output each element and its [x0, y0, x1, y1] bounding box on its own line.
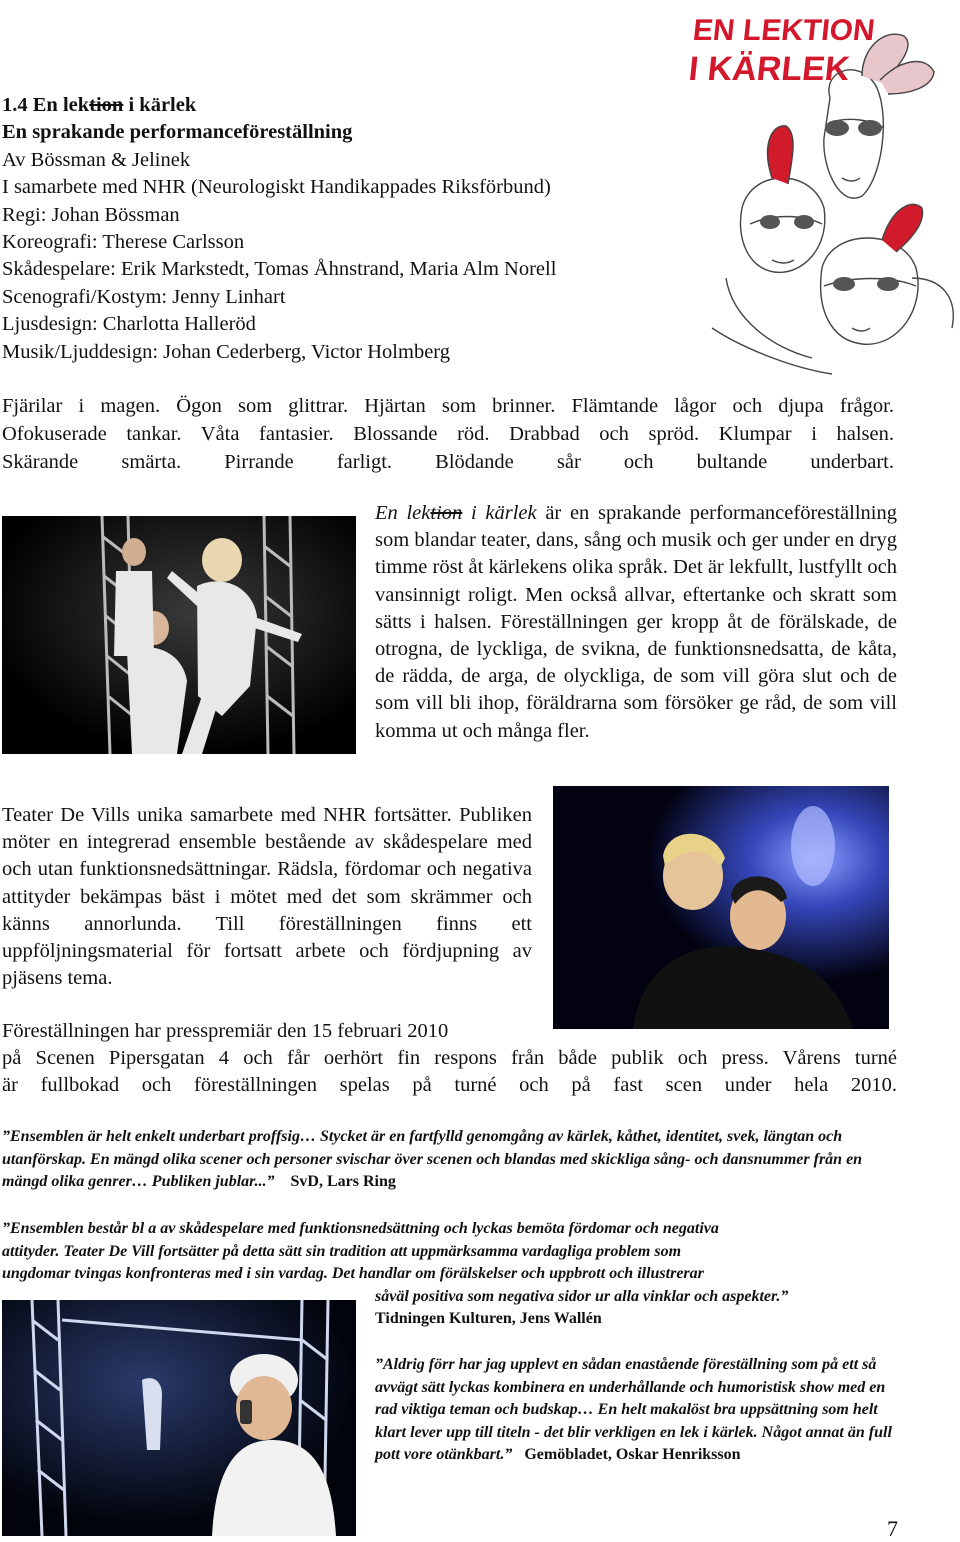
page-title: 1.4 En lektion i kärlek: [2, 94, 197, 116]
teaser-text: [2, 392, 894, 476]
teaser-line: Fjärilar i magen. Ögon som glittrar. Hjärtan som brinner. Flämtande lågor och djupa frågor.: [2, 395, 894, 417]
page-subtitle: En sprakande performanceföreställning: [2, 121, 353, 144]
credit-line: Ljusdesign: Charlotta Halleröd: [2, 313, 256, 336]
credit-line: I samarbete med NHR (Neurologiskt Handikappades Riksförbund): [2, 176, 551, 199]
credit-line: Av Bössman & Jelinek: [2, 148, 191, 171]
masks-illustration: [712, 28, 960, 380]
stage-photo-embrace: [553, 786, 889, 1029]
quote-source: SvD, Lars Ring: [290, 1173, 396, 1190]
description-text: är en sprakande performanceföreställning som blandar teater, dans, sång och musik och ger under en dryg timme röst åt kärlekens olika språk. Det är lekfullt, lustfyllt och vansinnigt roligt. Men också allvar, eftertanke och skratt som sätts i halsen. Föreställningen ger kropp åt de förälskade, de otrogna, de lyckliga, de svikna, de funktionsnedsatta, de kåta, de rädda, de arga, de olyckliga, de som vill göra slut och de som vill bli ihop, föräldrarna som försöker ge råd, de som vill komma ut och många fler.: [375, 502, 897, 742]
logo-line2: I KÄRLEK: [686, 50, 852, 88]
premiere-line: Föreställningen har presspremiär den 15 februari 2010: [2, 1020, 449, 1042]
production-header: [2, 92, 702, 366]
logo-line1: EN LEKTION: [691, 14, 877, 47]
credit-line: Skådespelare: Erik Markstedt, Tomas Åhnstrand, Maria Alm Norell: [2, 258, 557, 281]
quote-text: ”Aldrig förr har jag upplevt en sådan enastående föreställning som på ett så avvägt sätt lyckas kombinera en underhållande och humoristisk show med en rad viktiga teman och budskap… En helt makalöst bra uppsättning som helt klart lever upp till titeln - det blir verkligen en lek i kärlek. Något annat än full pott vore otänkbart.”: [375, 1356, 892, 1463]
description-paragraph: [375, 500, 897, 745]
credit-line: Regi: Johan Bössman: [2, 203, 180, 226]
credit-line: Koreografi: Therese Carlsson: [2, 231, 245, 254]
collaboration-paragraph: Teater De Vills unika samarbete med NHR fortsätter. Publiken möter en integrerad ensemble bestående av skådespelare med och utan funktionsnedsättningar. Rädsla, fördomar och negativa attityder bekämpas bäst i mötet med det som skrämmer och känns annorlunda. Till föreställningen finns ett uppföljningsmaterial för fortsatt arbete och fördjupning av pjäsens tema.: [2, 804, 532, 990]
stage-photo-phone: [2, 1300, 356, 1536]
teaser-line: Ofokuserade tankar. Våta fantasier. Blossande röd. Drabbad och spröd. Klumpar i halsen.: [2, 423, 894, 445]
credit-line: Scenografi/Kostym: Jenny Linhart: [2, 285, 286, 308]
quote-source: Gemöbladet, Oskar Henriksson: [524, 1446, 741, 1463]
premiere-line: på Scenen Pipersgatan 4 och får oerhört fin respons från både publik och press. Vårens turné: [2, 1047, 897, 1070]
teaser-line: Skärande smärta. Pirrande farligt. Blödande sår och bultande underbart.: [2, 451, 894, 473]
credit-line: Musik/Ljuddesign: Johan Cederberg, Victor Holmberg: [2, 340, 451, 363]
quote-source: Tidningen Kulturen, Jens Wallén: [375, 1310, 602, 1327]
premiere-line: är fullbokad och föreställningen spelas på turné och på fast scen under hela 2010.: [2, 1074, 897, 1097]
page-number: 7: [887, 1516, 898, 1541]
quote-line: ”Ensemblen består bl a av skådespelare med funktionsnedsättning och lyckas bemöta fördomar och negativa: [2, 1220, 719, 1237]
quote-text: ”Ensemblen är helt enkelt underbart proffsig… Stycket är en fartfylld genomgång av kärlek, kåthet, identitet, svek, längtan och utanförskap. En mängd olika scener och personer svischar över scenen och blandas med skickliga sång- och dansnummer från en mängd olika genrer… Publiken jublar...”: [2, 1128, 863, 1190]
quote-line: attityder. Teater De Vill fortsätter på detta sätt sin tradition att uppmärksamma vardagliga problem som: [2, 1242, 682, 1260]
review-quote-gemobladet: [375, 1354, 895, 1467]
quote-line: såväl positiva som negativa sidor ur alla vinklar och aspekter.”: [375, 1287, 789, 1305]
stage-photo-performers: [2, 516, 356, 754]
description-show-name: En lektion i kärlek: [375, 502, 537, 524]
premiere-paragraph: [2, 1018, 897, 1100]
quote-line: ungdomar tvingas konfronteras med i sin vardag. Det handlar om förälskelser och uppbrott och illustrerar: [2, 1265, 704, 1282]
review-quote-svd: [2, 1126, 902, 1194]
